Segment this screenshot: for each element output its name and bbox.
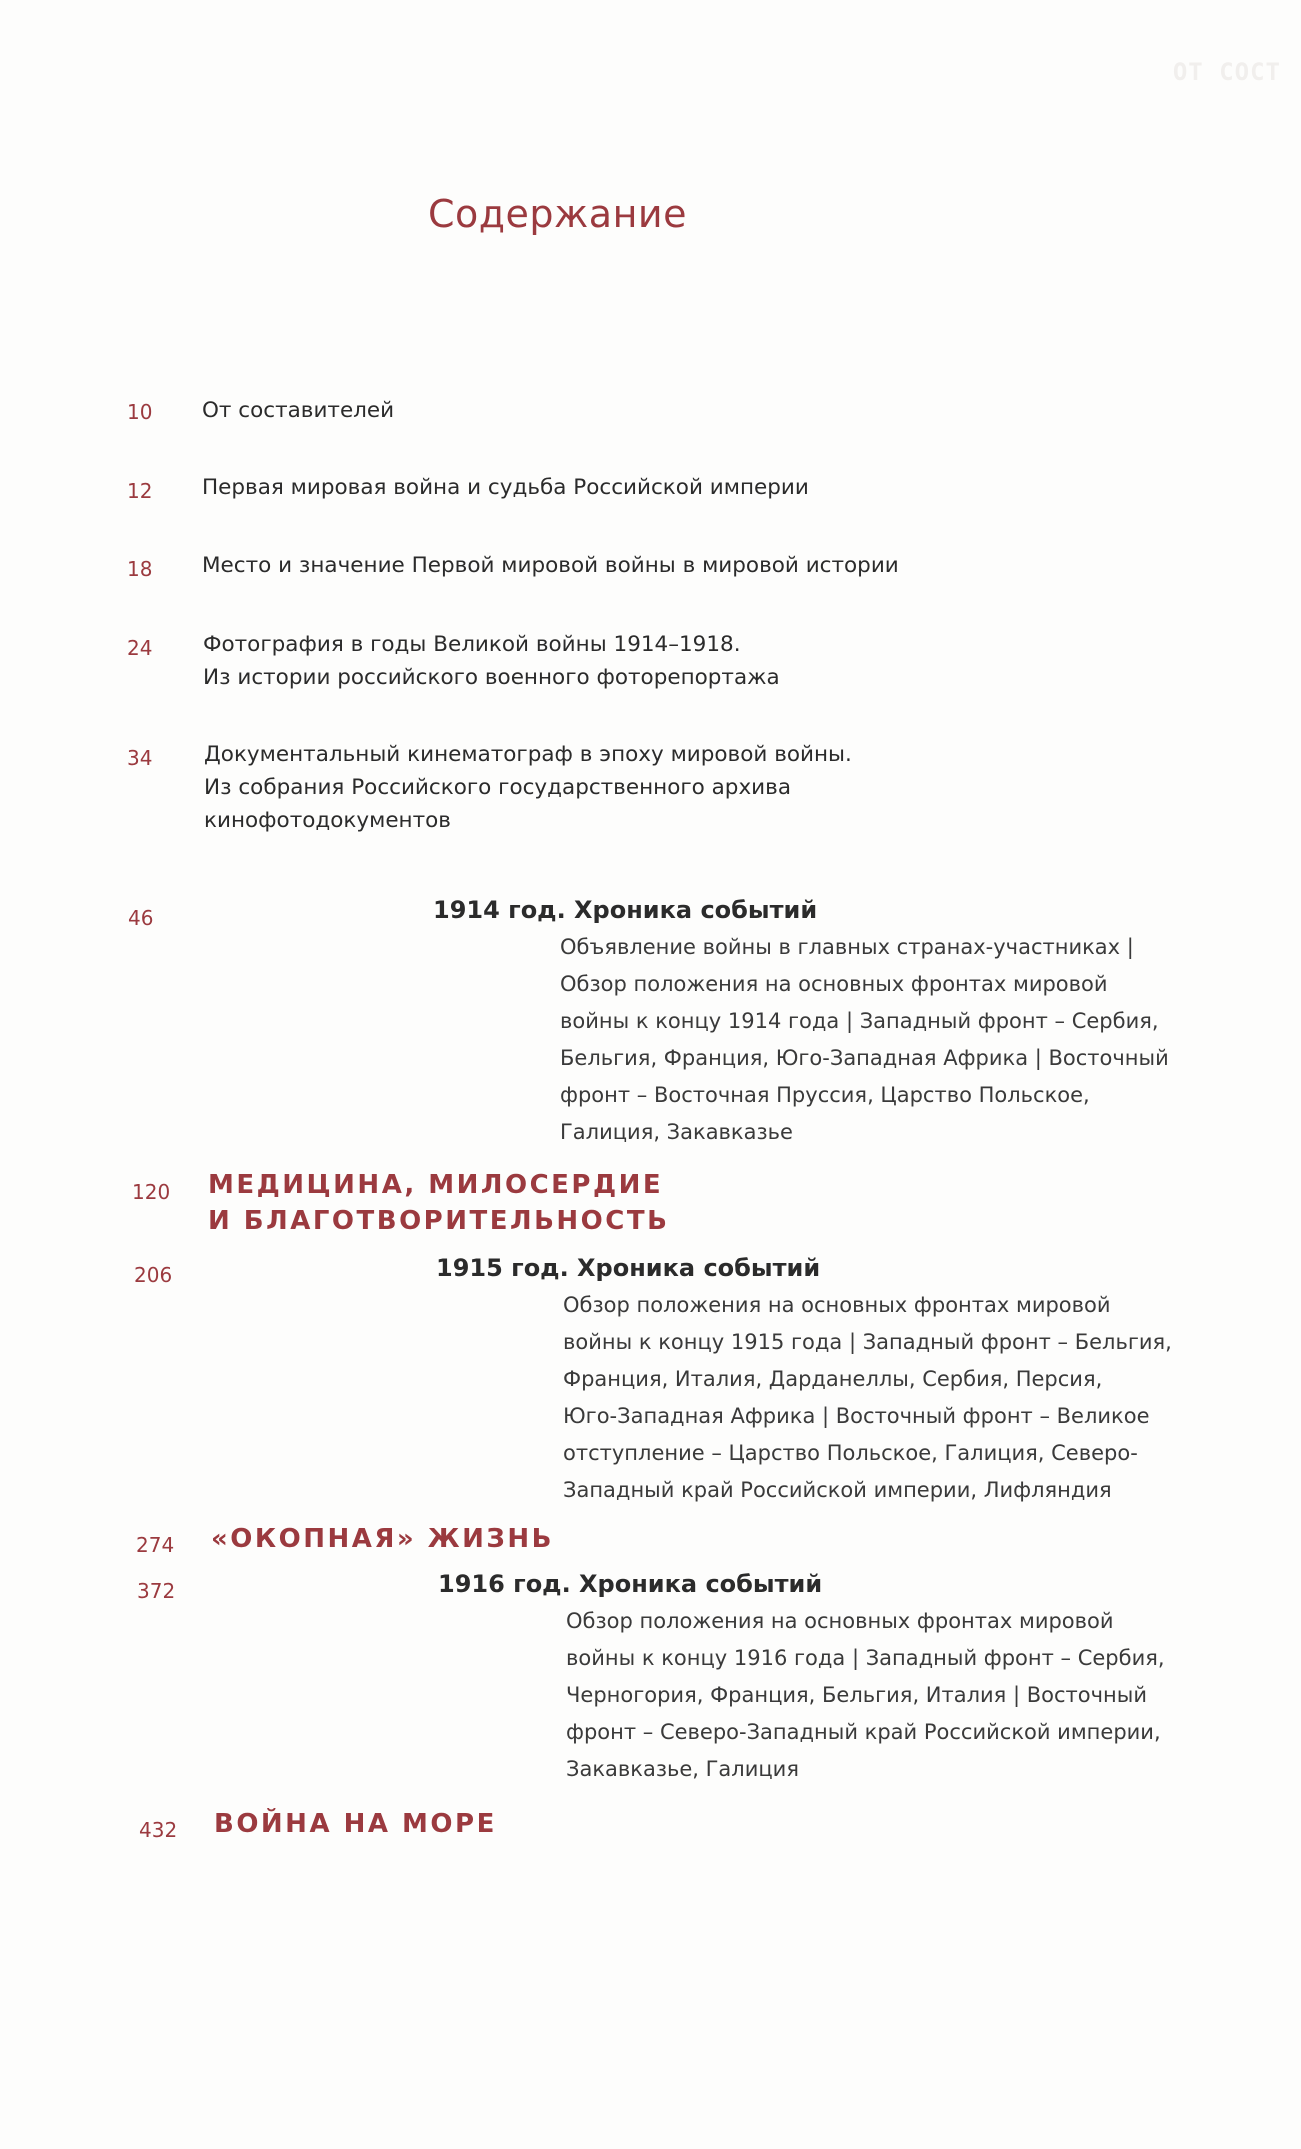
chronicle-description: Обзор положения на основных фронтах мировой [566,1609,1114,1633]
chronicle-description: войны к концу 1914 года | Западный фронт – Сербия, [560,1009,1159,1033]
entry-page-number: 24 [127,636,153,660]
corner-running-header: ОТ СОСТ [1172,58,1281,86]
chronicle-description: Франция, Италия, Дарданеллы, Сербия, Персия, [563,1367,1103,1391]
chronicle-description: Черногория, Франция, Бельгия, Италия | Восточный [566,1683,1147,1707]
entry-title: Фотография в годы Великой войны 1914–1918. [203,632,741,657]
entry-title: Первая мировая война и судьба Российской империи [202,475,809,500]
chronicle-description: Обзор положения на основных фронтах мировой [560,972,1108,996]
chronicle-description: Юго-Западная Африка | Восточный фронт – Великое [563,1404,1150,1428]
section-page-number: 274 [136,1533,175,1557]
chronicle-description: войны к концу 1916 года | Западный фронт – Сербия, [566,1646,1165,1670]
chronicle-page-number: 372 [137,1579,176,1603]
entry-title: Документальный кинематограф в эпоху мировой войны. [204,742,852,767]
chronicle-title: 1914 год. Хроника событий [433,896,818,924]
chronicle-description: фронт – Восточная Пруссия, Царство Польское, [560,1083,1090,1107]
entry-page-number: 34 [127,746,153,770]
entry-page-number: 18 [127,557,153,581]
section-heading: МЕДИЦИНА, МИЛОСЕРДИЕ [208,1170,664,1200]
chronicle-description: отступление – Царство Польское, Галиция, Северо- [563,1441,1138,1465]
chronicle-description: Бельгия, Франция, Юго-Западная Африка | Восточный [560,1046,1169,1070]
section-page-number: 120 [132,1180,171,1204]
chronicle-description: Западный край Российской империи, Лифляндия [563,1478,1112,1502]
section-heading: «ОКОПНАЯ» ЖИЗНЬ [211,1524,554,1554]
entry-page-number: 10 [127,400,153,424]
chronicle-title: 1915 год. Хроника событий [436,1254,821,1282]
chronicle-description: Объявление войны в главных странах-участниках | [560,935,1134,959]
chronicle-title: 1916 год. Хроника событий [438,1570,823,1598]
entry-title: кинофотодокументов [204,808,451,833]
section-heading: ВОЙНА НА МОРЕ [214,1809,497,1839]
chronicle-page-number: 46 [128,906,154,930]
chronicle-description: фронт – Северо-Западный край Российской империи, [566,1720,1161,1744]
entry-title: От составителей [202,398,395,423]
chronicle-description: Галиция, Закавказье [560,1120,793,1144]
entry-title: Из собрания Российского государственного архива [204,775,791,800]
section-heading: И БЛАГОТВОРИТЕЛЬНОСТЬ [208,1206,670,1236]
entry-title: Место и значение Первой мировой войны в мировой истории [202,553,899,578]
chronicle-description: войны к концу 1915 года | Западный фронт – Бельгия, [563,1330,1172,1354]
chronicle-description: Закавказье, Галиция [566,1757,799,1781]
entry-page-number: 12 [127,479,153,503]
entry-title: Из истории российского военного фоторепортажа [203,665,780,690]
section-page-number: 432 [139,1818,178,1842]
chronicle-page-number: 206 [134,1263,173,1287]
chronicle-description: Обзор положения на основных фронтах мировой [563,1293,1111,1317]
page-title: Содержание [428,192,687,236]
